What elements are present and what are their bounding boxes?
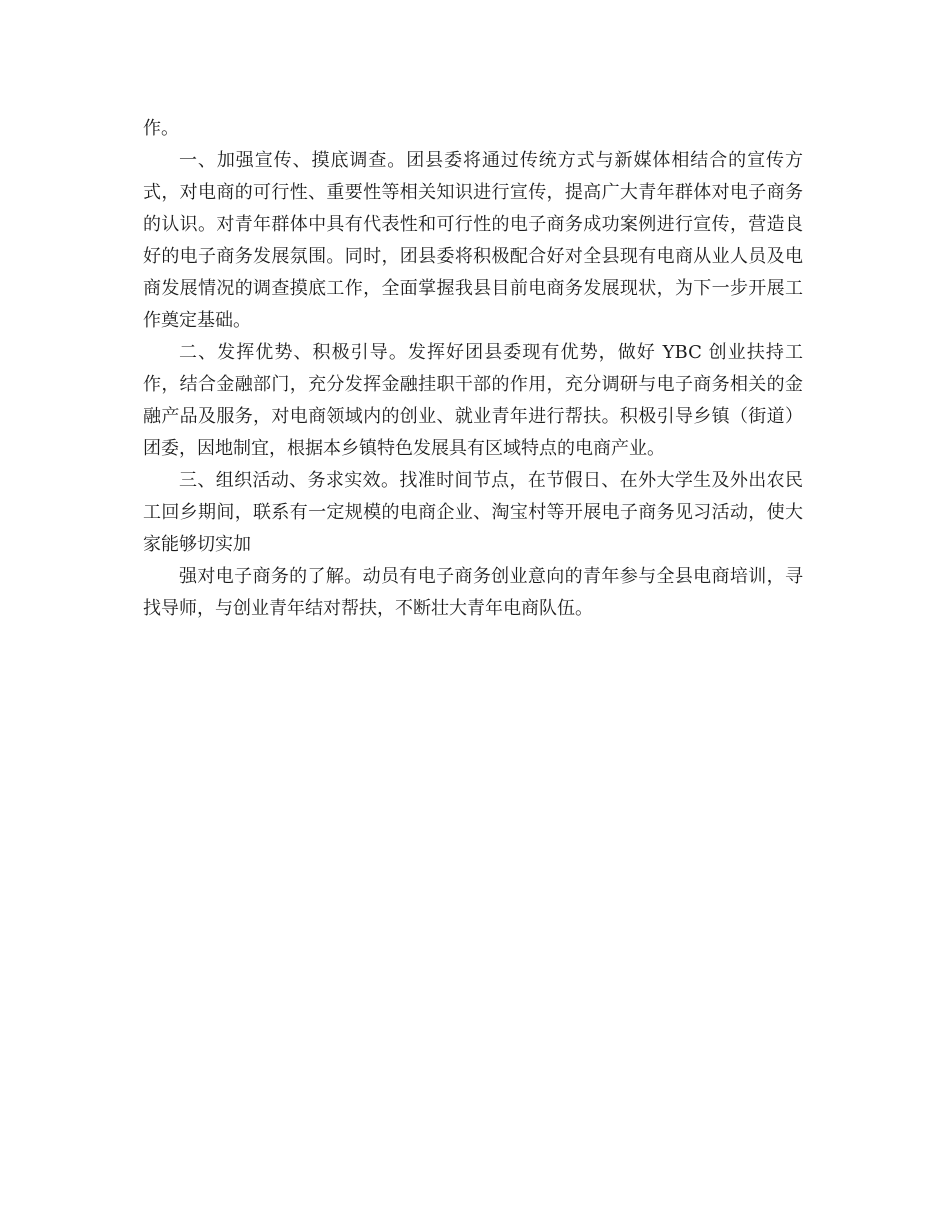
paragraph-training-mentoring: 强对电子商务的了解。动员有电子商务创业意向的青年参与全县电商培训，寻找导师，与创业青年结对帮扶，不断壮大青年电商队伍。 [143,566,803,619]
paragraph-activities-results: 三、组织活动、务求实效。找准时间节点，在节假日、在外大学生及外出农民工回乡期间，联系有一定规模的电商企业、淘宝村等开展电子商务见习活动，使大家能够切实加 [143,470,803,555]
paragraph-continuation: 作。 [143,118,179,139]
document-body [143,113,803,625]
paragraph-publicity-survey: 一、加强宣传、摸底调查。团县委将通过传统方式与新媒体相结合的宣传方式，对电商的可行性、重要性等相关知识进行宣传，提高广大青年群体对电子商务的认识。对青年群体中具有代表性和可行性的电子商务成功案例进行宣传，营造良好的电子商务发展氛围。同时，团县委将积极配合好对全县现有电商从业人员及电商发展情况的调查摸底工作，全面掌握我县目前电商务发展现状，为下一步开展工作奠定基础。 [143,150,803,331]
paragraph-advantages-guidance: 二、发挥优势、积极引导。发挥好团县委现有优势，做好 YBC 创业扶持工作，结合金融部门，充分发挥金融挂职干部的作用，充分调研与电子商务相关的金融产品及服务，对电商领域内的创业、就业青年进行帮扶。积极引导乡镇（街道）团委，因地制宜，根据本乡镇特色发展具有区域特点的电商产业。 [143,342,803,459]
